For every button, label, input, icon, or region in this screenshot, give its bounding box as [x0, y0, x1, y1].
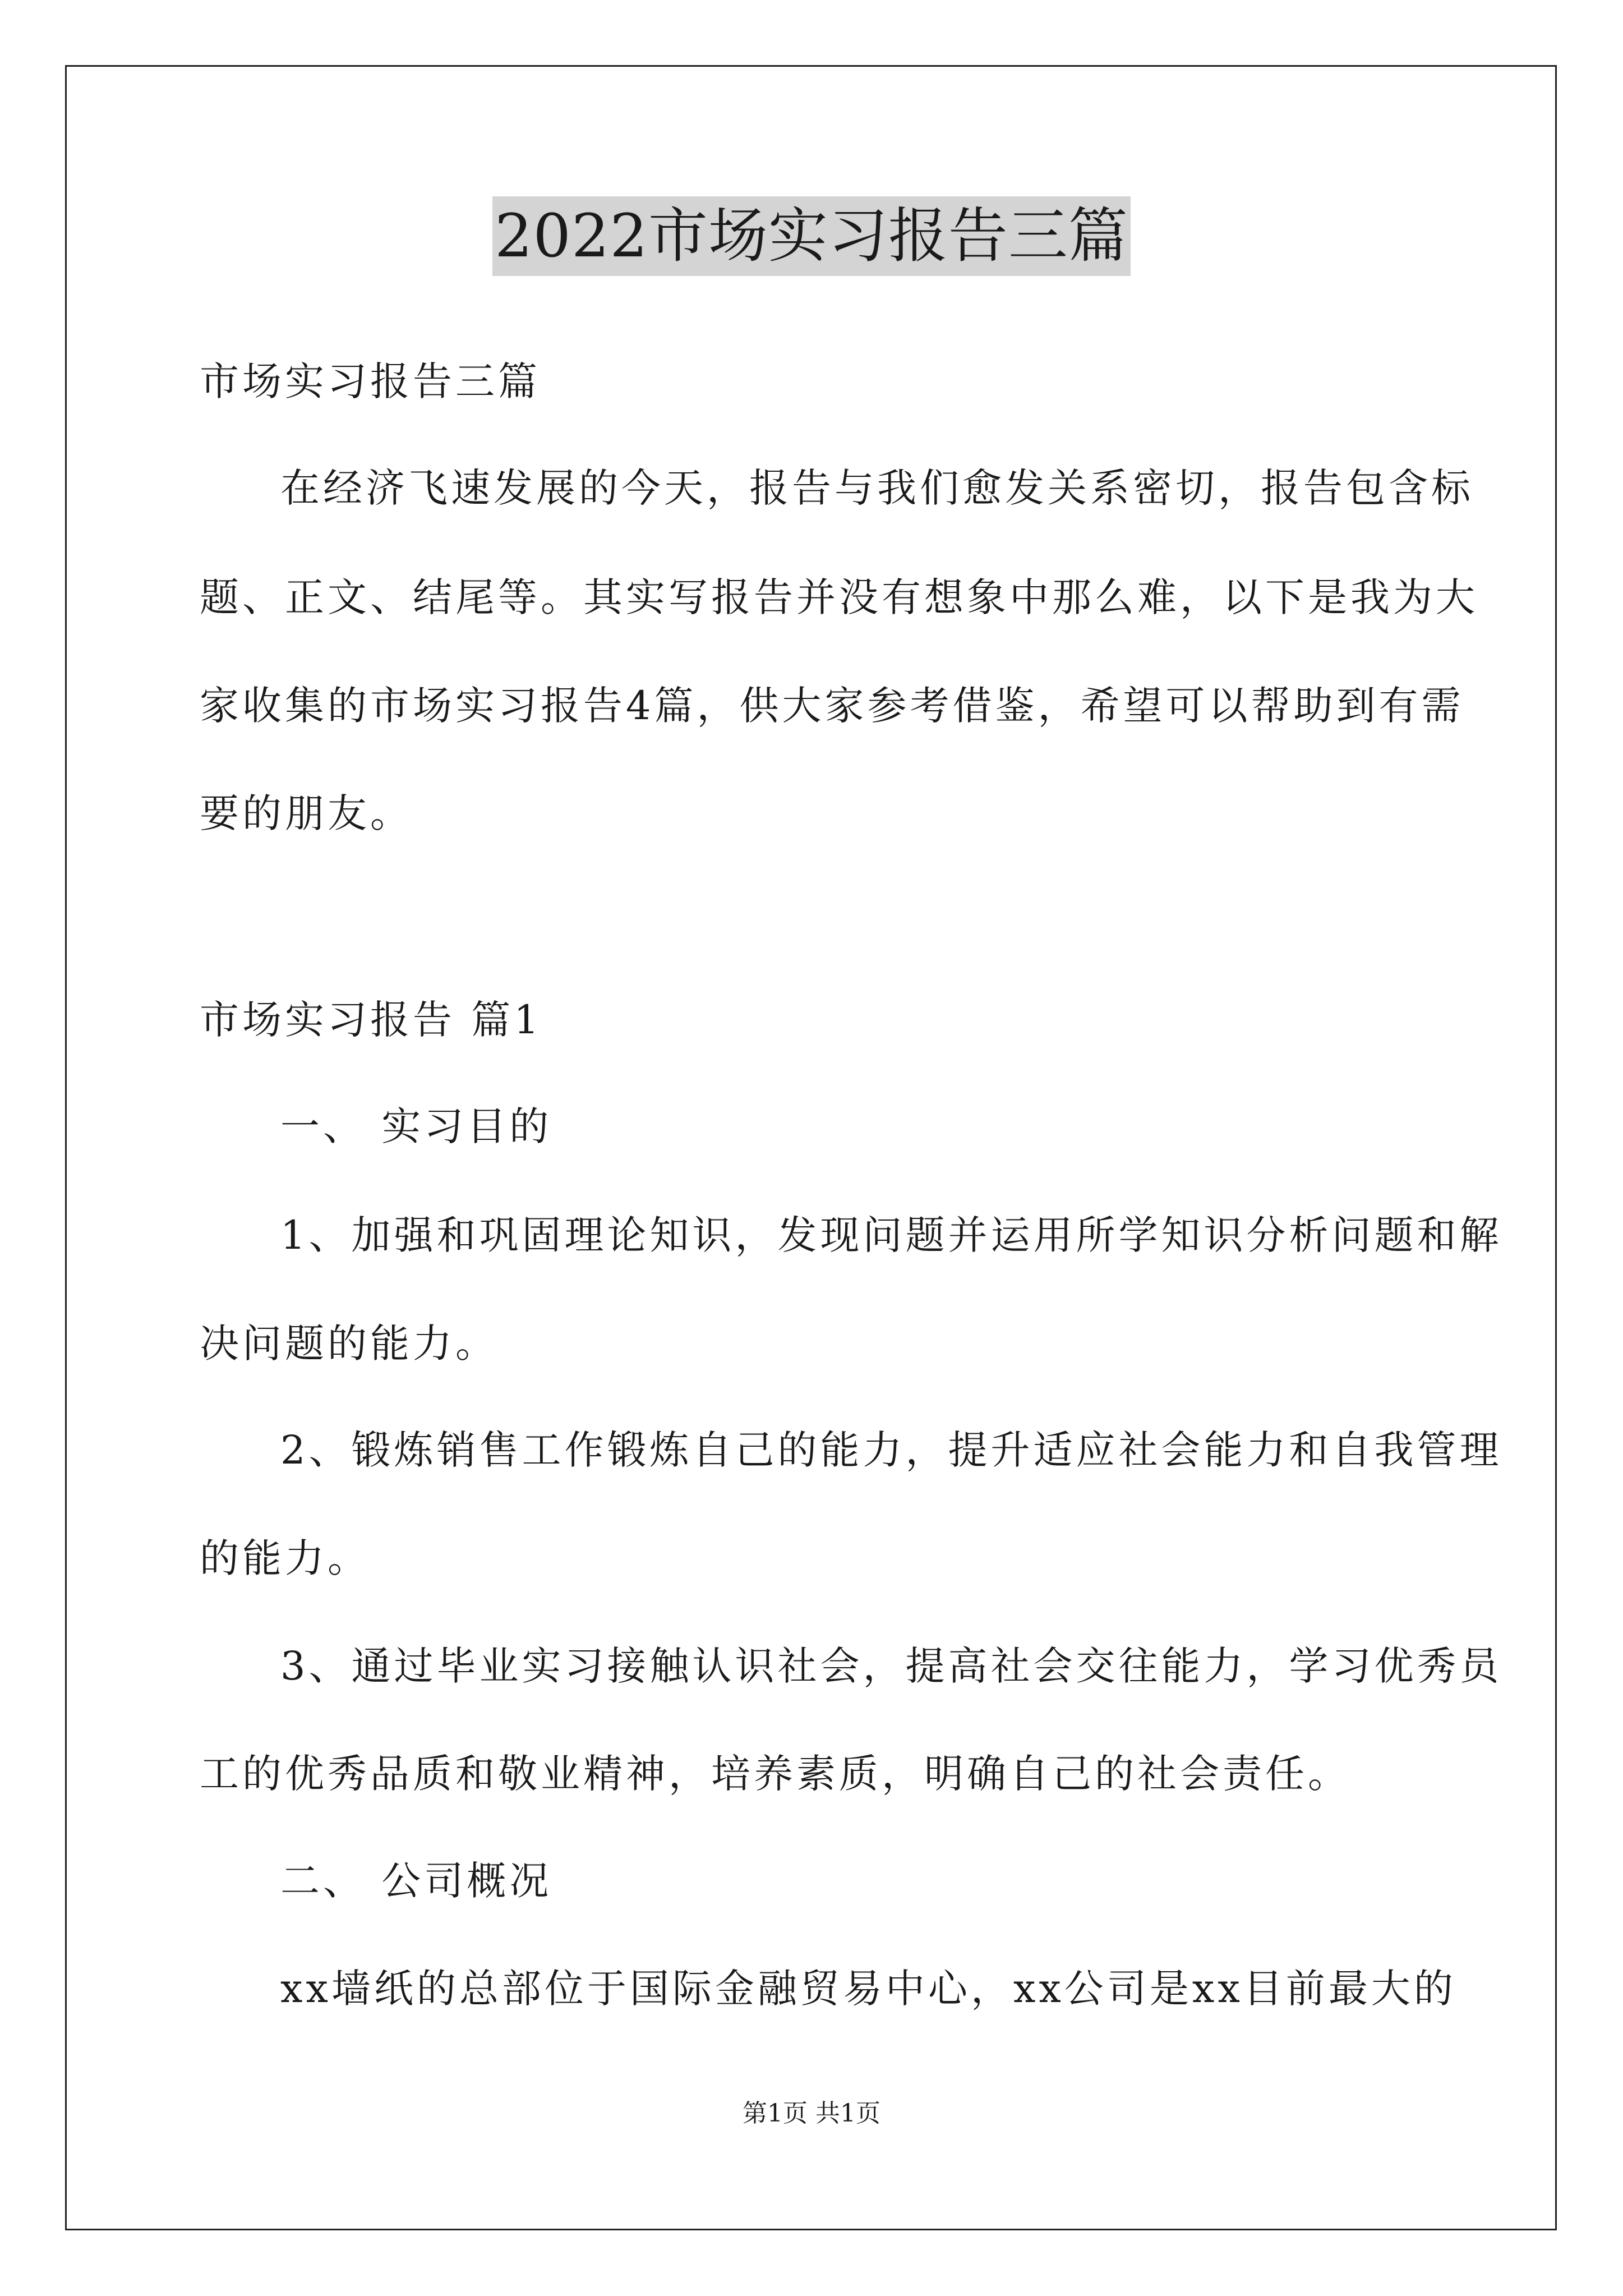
intro-line-3: 家收集的市场实习报告4篇，供大家参考借鉴，希望可以帮助到有需 [200, 683, 1464, 729]
item-2-line-1: 2、锻炼销售工作锻炼自己的能力，提升适应社会能力和自我管理 [280, 1427, 1502, 1473]
item-3-line-1: 3、通过毕业实习接触认识社会，提高社会交往能力，学习优秀员 [280, 1643, 1502, 1689]
heading-purpose: 一、 实习目的 [280, 1103, 552, 1149]
item-1-line-1: 1、加强和巩固理论知识，发现问题并运用所学知识分析问题和解 [280, 1212, 1502, 1258]
company-line-1: xx墙纸的总部位于国际金融贸易中心，xx公司是xx目前最大的 [280, 1966, 1456, 2012]
document-subtitle: 市场实习报告三篇 [200, 358, 541, 404]
page-number: 第1页 共1页 [743, 2099, 880, 2128]
item-3-line-2: 工的优秀品质和敬业精神，培养素质，明确自己的社会责任。 [200, 1751, 1350, 1797]
intro-line-4: 要的朋友。 [200, 790, 413, 836]
page-footer [0, 2098, 1623, 2129]
intro-line-2: 题、正文、结尾等。其实写报告并没有想象中那么难，以下是我为大 [200, 574, 1478, 620]
item-2-line-2: 的能力。 [200, 1535, 370, 1581]
title-block [0, 196, 1623, 276]
document-title: 2022市场实习报告三篇 [492, 196, 1131, 276]
intro-line-1: 在经济飞速发展的今天，报告与我们愈发关系密切，报告包含标 [280, 465, 1474, 511]
heading-company: 二、 公司概况 [280, 1858, 552, 1904]
item-1-line-2: 决问题的能力。 [200, 1320, 498, 1366]
section-title: 市场实习报告 篇1 [200, 997, 542, 1043]
